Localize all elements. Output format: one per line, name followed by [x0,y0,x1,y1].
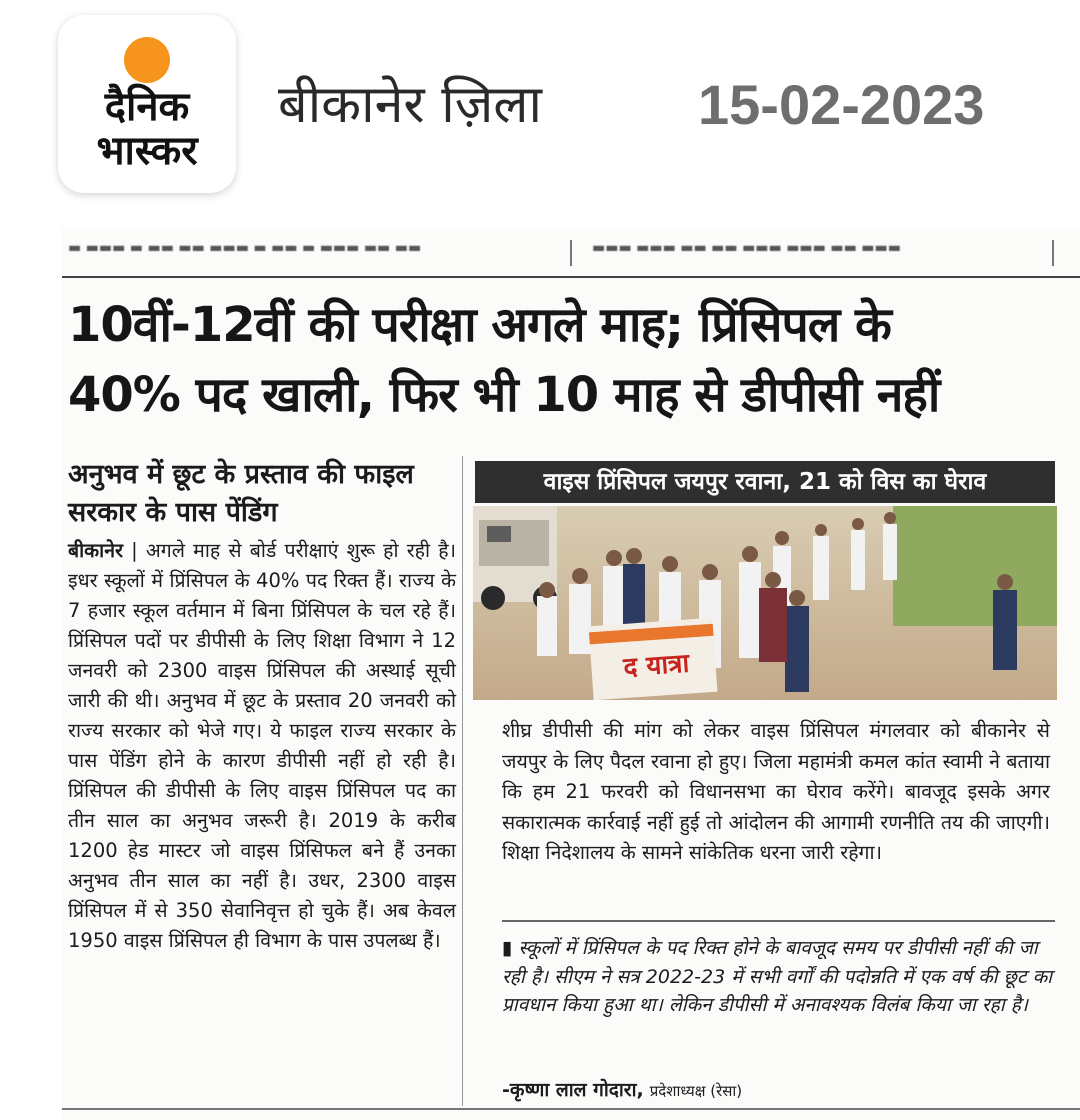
march-photo-illustration [473,506,1057,700]
quote-rule [502,920,1055,922]
quote-attribution [502,1076,1055,1105]
edition-date: 15-02-2023 [698,73,985,136]
district-title: बीकानेर ज़िला [278,75,542,135]
dateline: बीकानेर [68,539,124,562]
quote-author-role: प्रदेशाध्यक्ष (रेसा) [649,1082,743,1100]
logo-text-line1: दैनिक [104,84,190,130]
quote-author-name: -कृष्णा लाल गोदारा, [502,1079,644,1101]
article-body-text: अगले माह से बोर्ड परीक्षाएं शुरू हो रही है। इधर स्कूलों में प्रिंसिपल के 40% पद रिक्त हैं। राज्य के 7 हजार स्कूल वर्तमान में बिना प्रिंसिपल के चल रहे हैं। प्रिंसिपल पदों पर डीपीसी के लिए शिक्षा विभाग ने 12 जनवरी को 2300 वाइस प्रिंसिपल की अस्थाई सूची जारी की थी। अनुभव में छूट के प्रस्ताव 20 जनवरी को राज्य सरकार को भेजे गए। ये फाइल राज्य सरकार के पास पेंडिंग होने के कारण डीपीसी नहीं हो रही है। प्रिंसिपल की डीपीसी के लिए वाइस प्रिंसिपल पद का तीन साल का अनुभव जरूरी है। 2019 के करीब 1200 हेड मास्टर जो वाइस प्रिंसिफल बने हैं उनका अनुभव तीन साल का नहीं है। उधर, 2300 वाइस प्रिंसिपल में से 350 सेवानिवृत्त हो चुके हैं। अब केवल 1950 वाइस प्रिंसिपल ही विभाग के पास उपलब्ध हैं। [68,539,456,952]
column-separator [1052,240,1054,266]
dainik-bhaskar-logo [58,15,236,193]
headline-line-2: 40% पद खाली, फिर भी 10 माह से डीपीसी नहीं [68,367,940,423]
header [0,0,1080,215]
cut-off-text-right: ▬▬▬ ▬▬▬ ▬▬ ▬▬ ▬▬▬ ▬▬▬ ▬▬ ▬▬▬ [592,240,901,256]
news-photo [473,506,1057,700]
cut-off-text-left: ▬ ▬▬▬ ▬ ▬▬ ▬▬ ▬▬▬ ▬ ▬▬ ▬ ▬▬▬ ▬▬ ▬▬ [68,240,422,256]
pull-quote-text: स्कूलों में प्रिंसिपल के पद रिक्त होने के बावजूद समय पर डीपीसी नहीं की जा रही है। सीएम ने सत्र 2022-23 में सभी वर्गों की पदोन्नति में एक वर्ष की छूट का प्रावधान किया हुआ था। लेकिन डीपीसी में अनावश्यक विलंब किया जा रहा है। [502,937,1053,1016]
banner-text-on-photo: द यात्रा [622,648,691,684]
pull-quote [502,934,1055,1020]
column-divider [462,456,463,1106]
newspaper-clipping [62,228,1080,1120]
logo-text-line2: भास्कर [96,128,198,174]
bottom-rule [62,1108,1080,1110]
subheadline: अनुभव में छूट के प्रस्ताव की फाइल सरकार के पास पेंडिंग [68,459,414,528]
photo-caption: शीघ्र डीपीसी की मांग को लेकर वाइस प्रिंसिपल मंगलवार को बीकानेर से जयपुर के लिए पैदल रवाना हो हुए। जिला महामंत्री कमल कांत स्वामी ने बताया कि हम 21 फरवरी को विधानसभा का घेराव करेंगे। बावजूद इसके अगर सकारात्मक कार्रवाई नहीं हुई तो आंदोलन की आगामी रणनीति तय की जाएगी। शिक्षा निदेशालय के सामने सांकेतिक धरना जारी रहेगा। [502,719,1050,864]
column-separator [570,240,572,266]
quote-marker-icon: ▮ [502,937,519,959]
sun-icon [124,37,170,83]
article-body [68,536,456,956]
headline-line-1: 10वीं-12वीं की परीक्षा अगले माह; प्रिंसिपल के [68,297,891,353]
dateline-separator: | [123,539,146,562]
photo-banner: वाइस प्रिंसिपल जयपुर रवाना, 21 को विस का घेराव [475,461,1055,503]
headline [68,290,1068,430]
top-rule [62,276,1080,278]
